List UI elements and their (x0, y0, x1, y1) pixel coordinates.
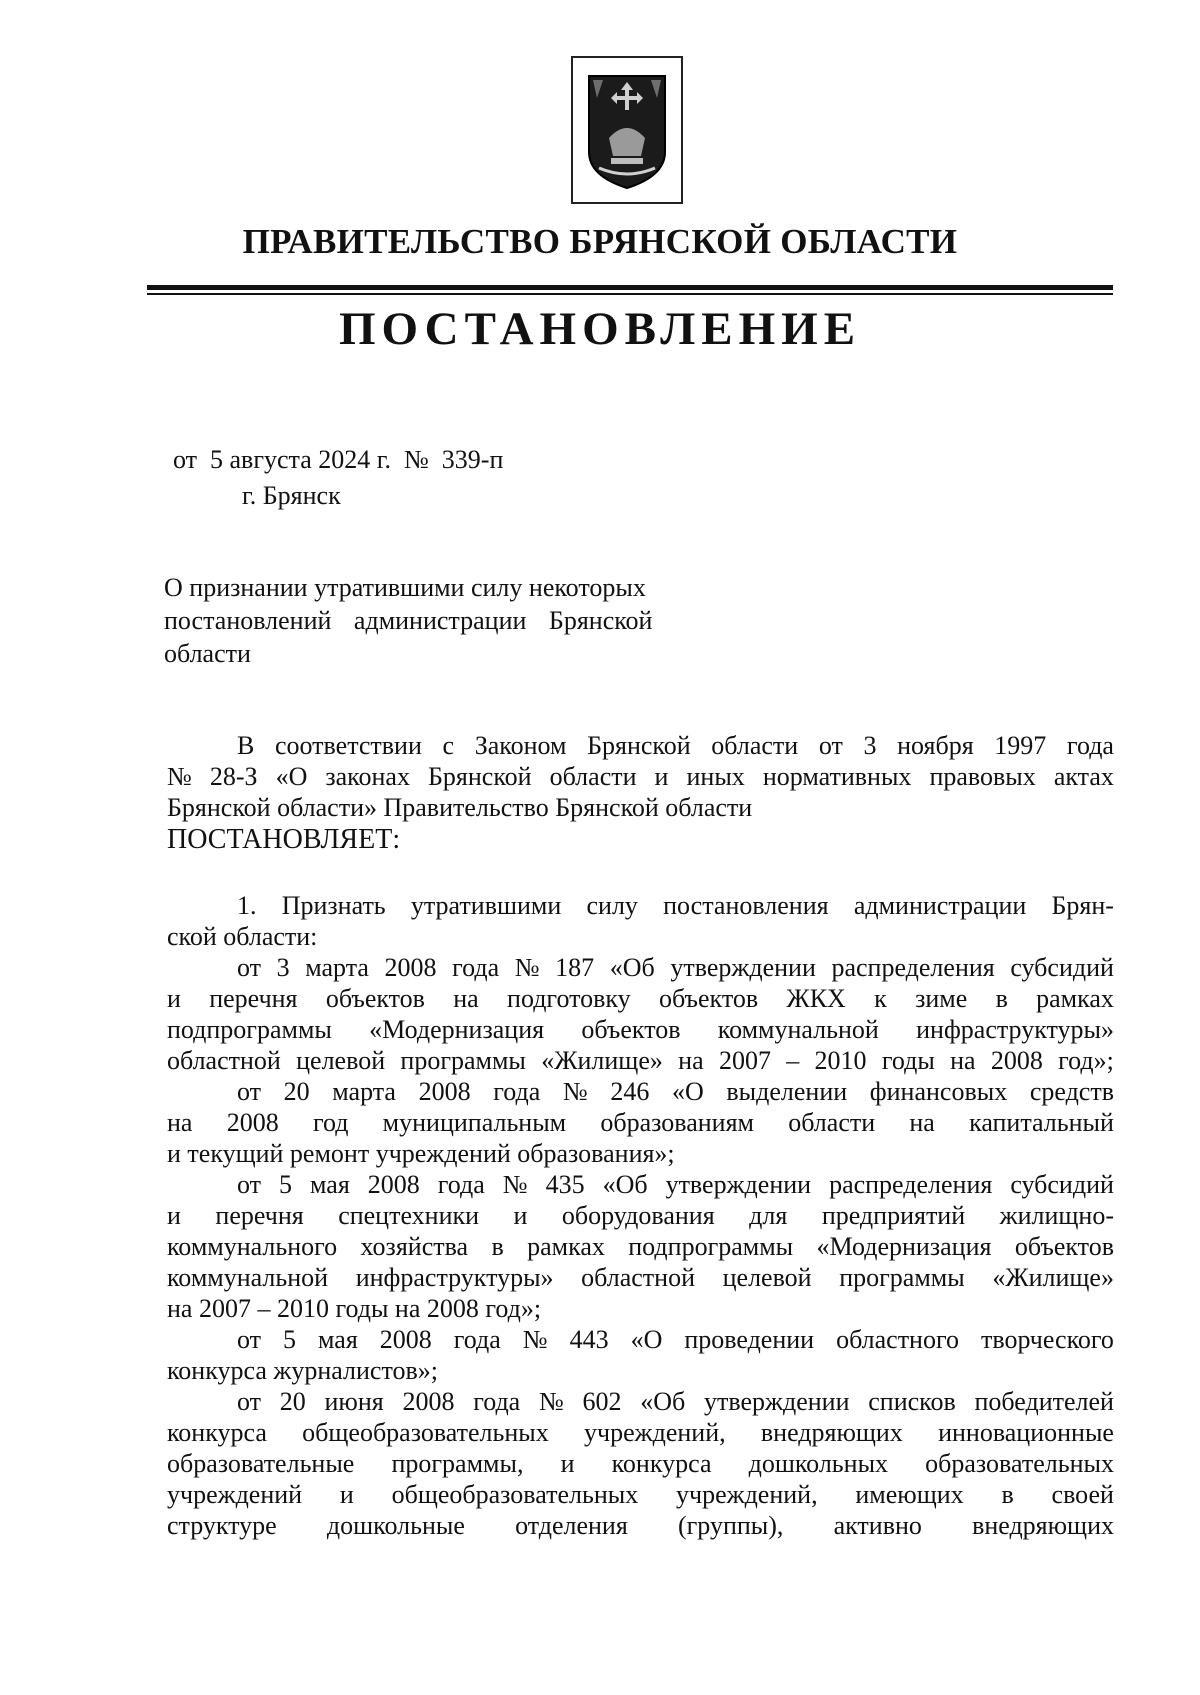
word: подготовку (507, 984, 631, 1013)
body-line (167, 1386, 1114, 1417)
body-line (167, 1479, 1114, 1510)
word: «Жилище» (992, 1263, 1114, 1292)
body-line (167, 983, 1114, 1014)
word: № (538, 1387, 564, 1416)
word: года (453, 1325, 501, 1354)
word: к (874, 984, 887, 1013)
word: силу (586, 891, 638, 920)
word: года (473, 1387, 521, 1416)
word: 2008 (418, 1077, 471, 1106)
decree-body (167, 890, 1114, 1541)
word: и (513, 1201, 528, 1230)
word: на (167, 1108, 193, 1137)
word: областного (836, 1325, 959, 1354)
word: спецтехники (338, 1201, 480, 1230)
word: 2008 (226, 1108, 279, 1137)
word: финансовых (869, 1077, 1008, 1106)
word: списков (868, 1387, 956, 1416)
body-line (167, 1262, 1114, 1293)
word: учреждений (167, 1480, 303, 1509)
preamble-line (167, 761, 1114, 792)
word: области (711, 731, 799, 760)
word: внедряющих (972, 1511, 1114, 1540)
body-line (167, 1076, 1114, 1107)
word: активно (833, 1511, 922, 1540)
body-line (167, 952, 1114, 983)
word: 28-З (209, 762, 258, 791)
word: «Жилище» (541, 1046, 663, 1075)
word: коммунальной (167, 1263, 329, 1292)
word: и (654, 762, 669, 791)
decree-word (167, 823, 1114, 857)
word: целевой (722, 1263, 812, 1292)
subject-text: О признании утратившими силу некоторых (164, 573, 646, 602)
word: от (237, 1325, 262, 1354)
body-line (167, 1417, 1114, 1448)
word: актах (1053, 762, 1114, 791)
word: года (437, 1170, 485, 1199)
word: Признать (281, 891, 386, 920)
word: «Модернизация (369, 1015, 545, 1044)
word: программы (400, 1046, 526, 1075)
word: коммунального (167, 1232, 338, 1261)
word: подпрограммы (628, 1232, 794, 1261)
word: структуре (167, 1511, 277, 1540)
word: на (678, 1046, 704, 1075)
word: 2010 (814, 1046, 867, 1075)
word: «Модернизация (816, 1232, 992, 1261)
word: № (522, 1325, 548, 1354)
word: областной (167, 1046, 281, 1075)
word: общеобразовательных (391, 1480, 639, 1509)
word: и (560, 1449, 575, 1478)
body-line (167, 1169, 1114, 1200)
word: 187 (555, 953, 595, 982)
word: области (788, 1108, 876, 1137)
body-text: конкурса журналистов»; (167, 1356, 438, 1385)
word: рамках (527, 1232, 605, 1261)
word: законах (325, 762, 410, 791)
word: 1. (237, 891, 257, 920)
word: инновационные (938, 1418, 1114, 1447)
word: утратившими (410, 891, 562, 920)
word: в (491, 1232, 504, 1261)
word: 2008 (379, 1325, 432, 1354)
word: жилищно- (999, 1201, 1114, 1230)
word: области (549, 762, 637, 791)
word: утверждении (665, 1170, 812, 1199)
word: конкурса (611, 1449, 712, 1478)
word: объектов (581, 1015, 681, 1044)
word: капитальный (969, 1108, 1114, 1137)
body-line (167, 1293, 1114, 1324)
word: образовательных (925, 1449, 1114, 1478)
word: Брян- (1051, 891, 1114, 920)
word: ЖКХ (786, 984, 846, 1013)
word: 1997 (994, 731, 1047, 760)
body-text: и текущий ремонт учреждений образования»; (167, 1139, 675, 1168)
word: образовательные (167, 1449, 355, 1478)
word: 3 (276, 953, 290, 982)
word: правовых (929, 762, 1036, 791)
coat-of-arms-emblem (571, 56, 683, 204)
body-line (167, 1324, 1114, 1355)
word: средств (1029, 1077, 1114, 1106)
word: года (1066, 731, 1114, 760)
word: отделения (515, 1511, 628, 1540)
word: «О (630, 1325, 663, 1354)
word: «Об (602, 1170, 648, 1199)
word: год (312, 1108, 349, 1137)
body-line (167, 1138, 1114, 1169)
word: своей (1051, 1480, 1114, 1509)
preamble-line (167, 792, 1114, 823)
word: года (493, 1077, 541, 1106)
word: распределения (829, 1170, 993, 1199)
word: и (167, 984, 181, 1013)
word: 246 (610, 1077, 650, 1106)
body-line (167, 1014, 1114, 1045)
body-line (167, 921, 1114, 952)
word: на (909, 1108, 935, 1137)
word: утверждении (704, 1387, 850, 1416)
coat-of-arms-icon (583, 68, 671, 192)
city-line: г. Брянск (242, 481, 341, 510)
word: «Об (640, 1387, 686, 1416)
government-title: ПРАВИТЕЛЬСТВО БРЯНСКОЙ ОБЛАСТИ (242, 222, 958, 261)
word: субсидий (1010, 1170, 1114, 1199)
word: внедряющих (760, 1418, 903, 1447)
word: зиме (915, 984, 968, 1013)
word: Законом (474, 731, 567, 760)
word: дошкольных (748, 1449, 889, 1478)
word: мая (318, 1325, 358, 1354)
word: оборудования (561, 1201, 715, 1230)
word: и (339, 1480, 354, 1509)
date-number-line (173, 445, 503, 475)
word: конкурса (167, 1418, 267, 1447)
word: № (167, 762, 192, 791)
word: на (950, 1046, 976, 1075)
body-line (167, 1448, 1114, 1479)
word: ноября (897, 731, 974, 760)
word: подпрограммы (167, 1015, 332, 1044)
word: проведении (684, 1325, 815, 1354)
document-subject (164, 571, 704, 670)
body-line (167, 890, 1114, 921)
preamble-line (167, 730, 1114, 761)
subject-line (164, 637, 704, 670)
word: от (237, 1387, 262, 1416)
word: предприятий (821, 1201, 966, 1230)
word: 20 (283, 1077, 310, 1106)
word: и (167, 1201, 181, 1230)
word: марта (305, 953, 369, 982)
document-type-title: ПОСТАНОВЛЕНИЕ (338, 303, 862, 355)
word: марта (332, 1077, 396, 1106)
word: для (749, 1201, 788, 1230)
body-line (167, 1045, 1114, 1076)
word: образованиям (600, 1108, 754, 1137)
preamble-text: Брянской области» Правительство Брянской области (167, 793, 753, 822)
word: года (452, 953, 500, 982)
word: Брянской (587, 731, 691, 760)
word: от (237, 1077, 262, 1106)
word: творческого (980, 1325, 1114, 1354)
word: объектов (1014, 1232, 1114, 1261)
word: на (453, 984, 479, 1013)
word: «О (275, 762, 308, 791)
word: (группы), (677, 1511, 784, 1540)
word: перечня (209, 984, 298, 1013)
word: соответствии (274, 731, 422, 760)
body-line (167, 1107, 1114, 1138)
word: хозяйства (360, 1232, 469, 1261)
word: объектов (658, 984, 759, 1013)
word: 3 (863, 731, 877, 760)
word: В (237, 731, 255, 760)
word: 2008 (367, 1170, 420, 1199)
word: 2007 (718, 1046, 771, 1075)
word: 443 (569, 1325, 609, 1354)
word: перечня (215, 1201, 304, 1230)
date-number-text: от 5 августа 2024 г. № 339-п (173, 445, 504, 474)
word: 20 (279, 1387, 306, 1416)
word: 5 (279, 1170, 293, 1199)
body-text: на 2007 – 2010 годы на 2008 год»; (167, 1294, 542, 1323)
word: целевой (296, 1046, 386, 1075)
word: инфраструктуры» (355, 1263, 554, 1292)
subject-text: области (164, 639, 251, 668)
word: инфраструктуры» (916, 1015, 1114, 1044)
word: постановления (663, 891, 829, 920)
word: 2008 (990, 1046, 1043, 1075)
word: год»; (1058, 1046, 1114, 1075)
word: учреждений, (584, 1418, 726, 1447)
word: общеобразовательных (302, 1418, 549, 1447)
subject-line (164, 571, 704, 604)
word: муниципальным (382, 1108, 567, 1137)
header-rule-thin (147, 293, 1113, 295)
word: в (1001, 1480, 1014, 1509)
word: «О (671, 1077, 704, 1106)
word: 5 (283, 1325, 297, 1354)
decree-word-text: ПОСТАНОВЛЯЕТ: (167, 824, 401, 855)
word: 2008 (402, 1387, 455, 1416)
word: июня (324, 1387, 384, 1416)
word: распределения (831, 953, 995, 982)
word: от (237, 953, 262, 982)
body-line (167, 1200, 1114, 1231)
word: № (562, 1077, 588, 1106)
word: – (786, 1046, 800, 1075)
body-line (167, 1510, 1114, 1541)
word: годы (881, 1046, 935, 1075)
word: 602 (582, 1387, 622, 1416)
word: рамках (1036, 984, 1114, 1013)
word: мая (310, 1170, 350, 1199)
word: 2008 (384, 953, 437, 982)
word: № (502, 1170, 528, 1199)
word: нормативных (762, 762, 912, 791)
word: «Об (609, 953, 655, 982)
word: Брянской (427, 762, 532, 791)
header-rule-thick (147, 285, 1113, 290)
word: в (995, 984, 1008, 1013)
word: от (818, 731, 843, 760)
word: программы (839, 1263, 965, 1292)
word: с (442, 731, 455, 760)
word: 435 (545, 1170, 585, 1199)
body-text: ской области: (167, 922, 318, 951)
word: от (237, 1170, 262, 1199)
word: субсидий (1010, 953, 1114, 982)
subject-text: постановлений администрации Брянской (164, 606, 653, 635)
word: областной (581, 1263, 695, 1292)
word: утверждении (670, 953, 816, 982)
word: выделении (726, 1077, 848, 1106)
preamble (167, 730, 1114, 857)
word: коммунальной (717, 1015, 879, 1044)
word: имеющих (855, 1480, 964, 1509)
word: программы, (391, 1449, 524, 1478)
body-line (167, 1355, 1114, 1386)
word: учреждений, (676, 1480, 818, 1509)
word: иных (686, 762, 745, 791)
word: объектов (325, 984, 425, 1013)
word: № (514, 953, 540, 982)
word: дошкольные (326, 1511, 465, 1540)
word: администрации (853, 891, 1027, 920)
word: победителей (974, 1387, 1114, 1416)
body-line (167, 1231, 1114, 1262)
subject-line (164, 604, 704, 637)
